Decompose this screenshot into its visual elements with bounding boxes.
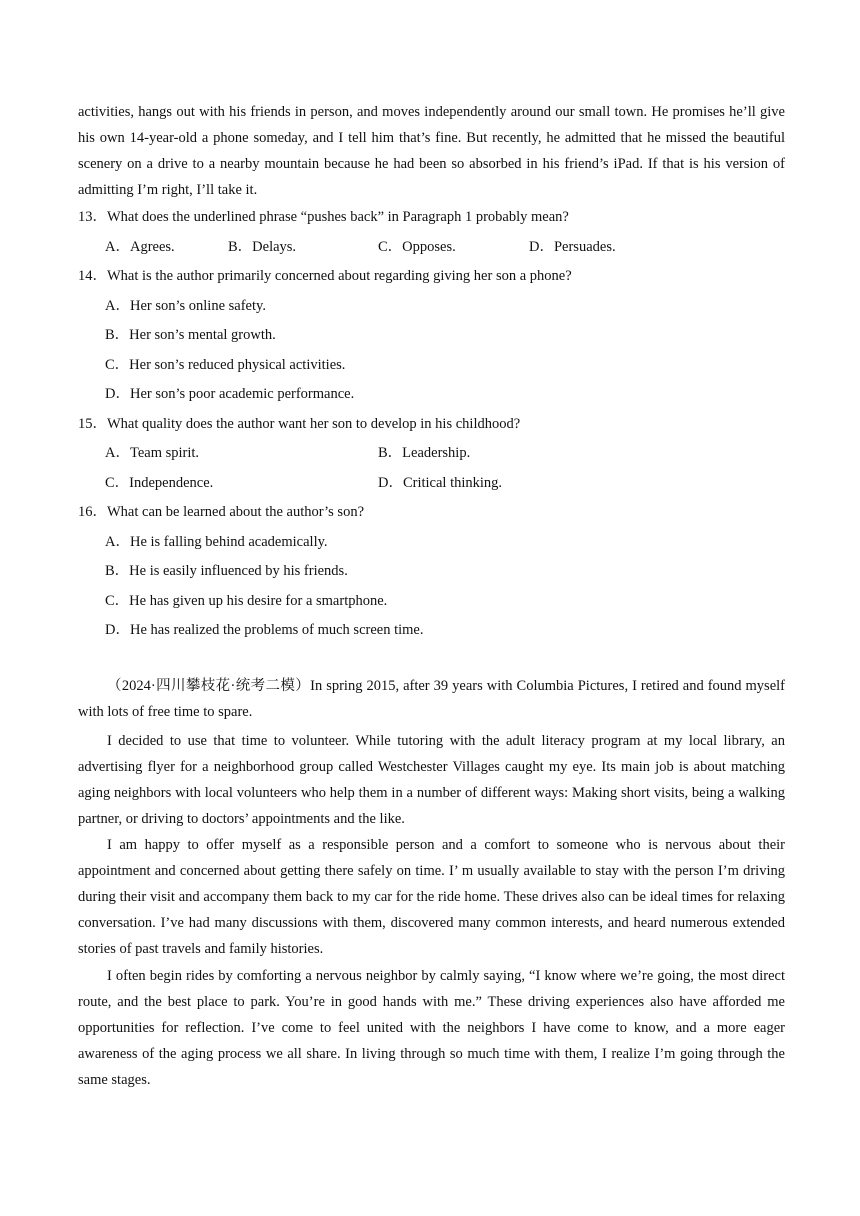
question-15-option-d: D．Critical thinking. (378, 475, 503, 491)
passage2-source: （2024·四川攀枝花·统考二模） (107, 678, 311, 694)
passage2-paragraph-4: I often begin rides by comforting a nervous neighbor by calmly saying, “I know where we’re going, the most direct route, and the best place to park. You’re in good hands with me.” These driving experiences also have afforded me opportunities for reflection. I’ve come to feel united with the neighbors I have come to know, and a more eager awareness of the aging process we all share. In living through so much time with them, I realize I’m going through the same stages. (78, 968, 785, 1088)
question-14-option-d: D．Her son’s poor academic performance. (105, 386, 355, 402)
question-16-option-a: A．He is falling behind academically. (105, 534, 328, 550)
question-15-option-b: B．Leadership. (378, 445, 471, 461)
passage2-paragraph-1-text: In spring 2015, after 39 years with Columbia Pictures, I retired and found myself with lots of free time to spare. (78, 678, 785, 720)
question-13-option-a: A．Agrees. (105, 239, 175, 255)
question-13-option-c: C．Opposes. (378, 239, 456, 255)
question-14-option-a: A．Her son’s online safety. (105, 298, 266, 314)
question-14-option-c: C．Her son’s reduced physical activities. (105, 357, 346, 373)
question-15-stem: 15．What quality does the author want her son to develop in his childhood? (78, 416, 521, 432)
question-13-stem: 13．What does the underlined phrase “pushes back” in Paragraph 1 probably mean? (78, 209, 569, 225)
question-15-option-a: A．Team spirit. (105, 445, 200, 461)
passage2-paragraph-2: I decided to use that time to volunteer. While tutoring with the adult literacy program at my local library, an advertising flyer for a neighborhood group called Westchester Villages caught my eye. Its main job is about matching aging neighbors with local volunteers who help them in a number of different ways: Making short visits, being a walking partner, or driving to doctors’ appointments and the like. (78, 733, 785, 827)
passage2-paragraph-1 (78, 673, 785, 725)
question-16-option-d: D．He has realized the problems of much screen time. (105, 622, 424, 638)
passage2-paragraph-3: I am happy to offer myself as a responsible person and a comfort to someone who is nervous about their appointment and concerned about getting there safely on time. I’ m usually available to stay with the person I’m driving during their visit and accompany them back to my car for the ride home. These drives also can be ideal times for relaxing conversation. I’ve had many discussions with them, discovered many common interests, and heard numerous extended stories of past travels and family histories. (78, 837, 785, 957)
question-13-option-d: D．Persuades. (529, 239, 616, 255)
passage1-ending: activities, hangs out with his friends in person, and moves independently around our small town. He promises he’ll give his own 14-year-old a phone someday, and I tell him that’s fine. But recently, he admitted that he missed the beautiful scenery on a drive to a nearby mountain because he had been so absorbed in his friend’s iPad. If that is his version of admitting I’m right, I’ll take it. (78, 104, 785, 198)
question-16-stem: 16．What can be learned about the author’s son? (78, 504, 365, 520)
question-15-option-c: C．Independence. (105, 475, 214, 491)
question-16-option-b: B．He is easily influenced by his friends. (105, 563, 348, 579)
question-14-option-b: B．Her son’s mental growth. (105, 327, 276, 343)
question-13-option-b: B．Delays. (228, 239, 297, 255)
question-14-stem: 14．What is the author primarily concerned about regarding giving her son a phone? (78, 268, 572, 284)
question-16-option-c: C．He has given up his desire for a smartphone. (105, 593, 388, 609)
